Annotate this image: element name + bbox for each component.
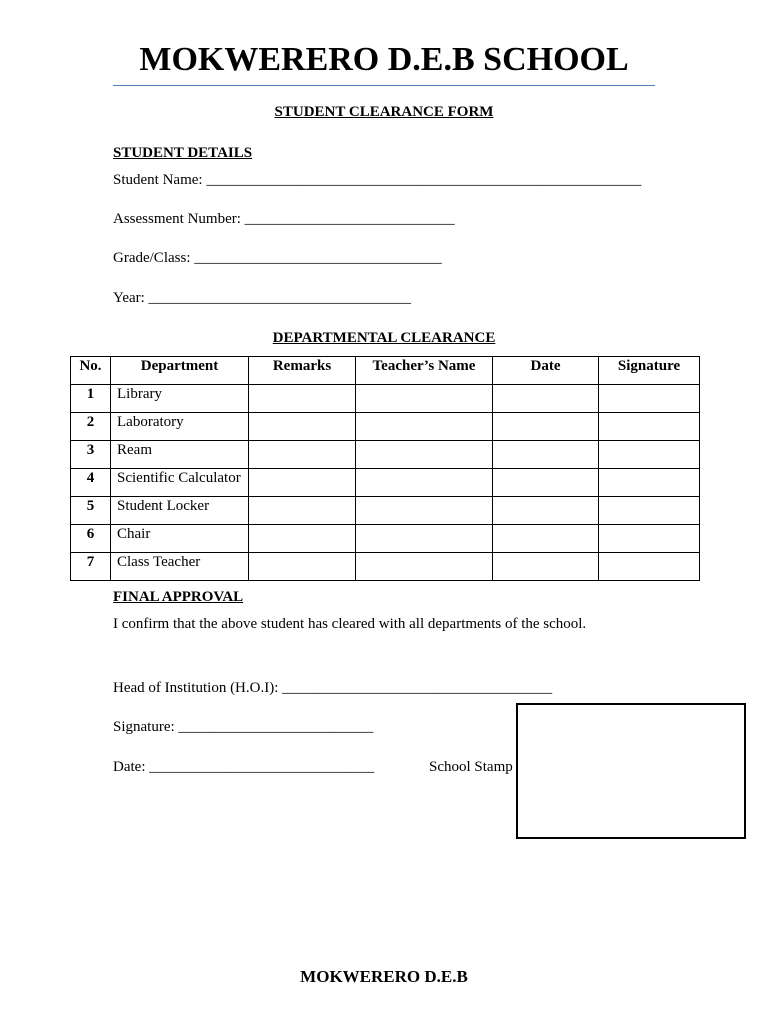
teacher-name-cell <box>356 385 493 413</box>
date-cell <box>493 553 599 581</box>
year-field: Year: ___________________________________ <box>113 290 412 306</box>
department-name: Ream <box>111 441 249 469</box>
remarks-cell <box>249 469 356 497</box>
grade-class-field: Grade/Class: _________________________________ <box>113 250 442 266</box>
col-header-teacher-name: Teacher’s Name <box>356 357 493 385</box>
date-field: Date: ______________________________ <box>113 759 375 775</box>
department-name: Scientific Calculator <box>111 469 249 497</box>
school-name: MOKWERERO D.E.B SCHOOL <box>139 41 629 78</box>
department-name: Student Locker <box>111 497 249 525</box>
signature-cell <box>599 413 700 441</box>
hoi-field: Head of Institution (H.O.I): ____________________________________ <box>113 680 553 696</box>
row-number: 6 <box>71 525 111 553</box>
signature-field: Signature: __________________________ <box>113 719 374 735</box>
teacher-name-cell <box>356 525 493 553</box>
teacher-name-cell <box>356 441 493 469</box>
table-row <box>71 525 700 553</box>
confirmation-statement: I confirm that the above student has cleared with all departments of the school. <box>113 616 587 632</box>
row-number: 2 <box>71 413 111 441</box>
teacher-name-cell <box>356 497 493 525</box>
table-row <box>71 553 700 581</box>
remarks-cell <box>249 441 356 469</box>
table-row <box>71 469 700 497</box>
row-number: 4 <box>71 469 111 497</box>
departmental-clearance-heading: DEPARTMENTAL CLEARANCE <box>272 330 496 346</box>
school-stamp-box <box>516 703 746 839</box>
clearance-table <box>70 356 700 581</box>
date-cell <box>493 385 599 413</box>
date-cell <box>493 413 599 441</box>
signature-cell <box>599 497 700 525</box>
date-cell <box>493 497 599 525</box>
assessment-number-field: Assessment Number: ____________________________ <box>113 211 455 227</box>
school-stamp-label: School Stamp <box>429 759 513 775</box>
department-name: Library <box>111 385 249 413</box>
department-name: Laboratory <box>111 413 249 441</box>
signature-cell <box>599 525 700 553</box>
student-name-field: Student Name: __________________________________________________________ <box>113 172 642 188</box>
table-row <box>71 413 700 441</box>
table-row <box>71 441 700 469</box>
footer-school-name: MOKWERERO D.E.B <box>300 967 468 986</box>
signature-cell <box>599 441 700 469</box>
student-details-heading: STUDENT DETAILS <box>113 145 253 161</box>
date-cell <box>493 525 599 553</box>
remarks-cell <box>249 553 356 581</box>
signature-cell <box>599 553 700 581</box>
row-number: 7 <box>71 553 111 581</box>
remarks-cell <box>249 385 356 413</box>
teacher-name-cell <box>356 553 493 581</box>
remarks-cell <box>249 413 356 441</box>
row-number: 5 <box>71 497 111 525</box>
table-row <box>71 385 700 413</box>
signature-cell <box>599 385 700 413</box>
teacher-name-cell <box>356 413 493 441</box>
row-number: 3 <box>71 441 111 469</box>
remarks-cell <box>249 525 356 553</box>
date-cell <box>493 441 599 469</box>
table-row <box>71 497 700 525</box>
title-rule <box>113 85 655 86</box>
teacher-name-cell <box>356 469 493 497</box>
final-approval-heading: FINAL APPROVAL <box>113 589 244 605</box>
department-name: Chair <box>111 525 249 553</box>
row-number: 1 <box>71 385 111 413</box>
col-header-department: Department <box>111 357 249 385</box>
signature-cell <box>599 469 700 497</box>
col-header-no: No. <box>71 357 111 385</box>
col-header-remarks: Remarks <box>249 357 356 385</box>
form-title: STUDENT CLEARANCE FORM <box>274 104 494 120</box>
table-header-row <box>71 357 700 385</box>
col-header-signature: Signature <box>599 357 700 385</box>
date-cell <box>493 469 599 497</box>
remarks-cell <box>249 497 356 525</box>
col-header-date: Date <box>493 357 599 385</box>
department-name: Class Teacher <box>111 553 249 581</box>
